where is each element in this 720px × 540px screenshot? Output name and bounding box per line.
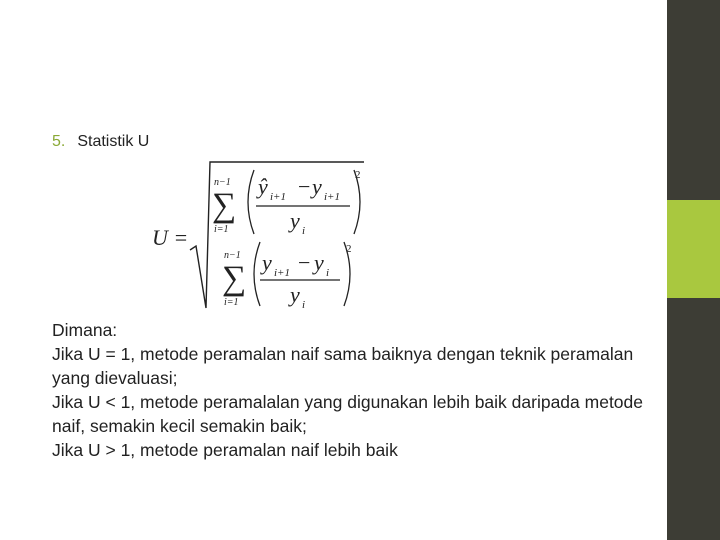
y-bot-a: y bbox=[262, 250, 272, 275]
denom-bot: y bbox=[290, 282, 300, 307]
sigma-top: ∑ bbox=[212, 187, 237, 224]
sum-upper-top: n−1 bbox=[214, 177, 231, 188]
formula-lhs: U = bbox=[152, 225, 189, 250]
paren-left-top bbox=[248, 170, 254, 234]
sigma-bot: ∑ bbox=[222, 260, 247, 297]
heading bbox=[52, 133, 149, 151]
sum-lower-top: i=1 bbox=[214, 224, 229, 235]
denom-top: y bbox=[290, 208, 300, 233]
minus-bot: − bbox=[298, 250, 311, 275]
sum-upper-bot: n−1 bbox=[224, 250, 241, 261]
denom-bot-sub: i bbox=[302, 299, 306, 311]
y-bot-b-sub: i bbox=[326, 267, 330, 279]
y-bot-a-sub: i+1 bbox=[274, 267, 290, 279]
condition-less: Jika U < 1, metode peramalalan yang digunakan lebih baik daripada metode naif, semakin kecil semakin baik; bbox=[52, 392, 644, 436]
heading-text: Statistik U bbox=[77, 133, 150, 150]
denom-top-sub: i bbox=[302, 225, 306, 237]
exp-top: 2 bbox=[355, 169, 361, 181]
sum-lower-bot: i=1 bbox=[224, 297, 239, 308]
explanation-text bbox=[52, 318, 652, 462]
accent-block bbox=[667, 200, 720, 298]
u-statistic-formula bbox=[150, 158, 380, 314]
yhat: ŷ bbox=[258, 174, 268, 199]
y-top-sub: i+1 bbox=[324, 191, 340, 203]
heading-number: 5. bbox=[52, 133, 66, 150]
minus-top: − bbox=[298, 174, 311, 199]
condition-greater: Jika U > 1, metode peramalan naif lebih baik bbox=[52, 440, 398, 460]
condition-equal: Jika U = 1, metode peramalan naif sama baiknya dengan teknik peramalan yang dievaluasi; bbox=[52, 344, 634, 388]
yhat-sub: i+1 bbox=[270, 191, 286, 203]
exp-bot: 2 bbox=[346, 243, 352, 255]
y-bot-b: y bbox=[314, 250, 324, 275]
dimana-label: Dimana: bbox=[52, 320, 118, 340]
y-top: y bbox=[312, 174, 322, 199]
paren-left-bot bbox=[254, 242, 260, 306]
